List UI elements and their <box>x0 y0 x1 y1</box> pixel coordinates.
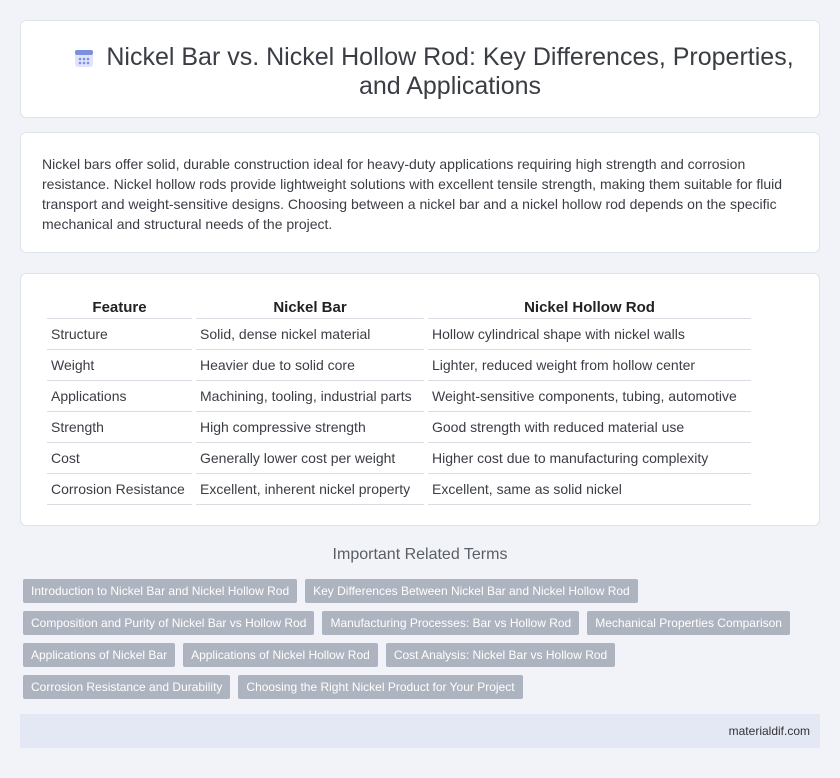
column-header: Nickel Hollow Rod <box>524 298 655 316</box>
related-term-tag[interactable]: Manufacturing Processes: Bar vs Hollow Rod <box>322 611 579 635</box>
related-term-tag[interactable]: Introduction to Nickel Bar and Nickel Hollow Rod <box>23 579 297 603</box>
related-terms-heading: Important Related Terms <box>332 546 508 563</box>
related-term-tag[interactable]: Corrosion Resistance and Durability <box>23 675 230 699</box>
table-cell: Excellent, same as solid nickel <box>428 473 751 505</box>
comparison-table-card <box>20 273 820 526</box>
related-term-tag[interactable]: Composition and Purity of Nickel Bar vs Hollow Rod <box>23 611 314 635</box>
related-term-tag[interactable]: Key Differences Between Nickel Bar and Nickel Hollow Rod <box>305 579 638 603</box>
table-cell: Good strength with reduced material use <box>428 411 751 442</box>
table-cell: Machining, tooling, industrial parts <box>196 380 424 411</box>
table-cell: Weight-sensitive components, tubing, automotive <box>428 380 751 411</box>
summary-card <box>20 132 820 253</box>
related-term-tag[interactable]: Mechanical Properties Comparison <box>587 611 790 635</box>
related-term-tag[interactable]: Applications of Nickel Bar <box>23 643 175 667</box>
table-cell: Corrosion Resistance <box>47 473 192 505</box>
table-row <box>47 349 751 380</box>
table-cell: High compressive strength <box>196 411 424 442</box>
table-cell: Applications <box>47 380 192 411</box>
table-cell: Generally lower cost per weight <box>196 442 424 473</box>
related-term-tag[interactable]: Choosing the Right Nickel Product for Your Project <box>238 675 522 699</box>
table-row <box>47 442 751 473</box>
table-cell: Excellent, inherent nickel property <box>196 473 424 505</box>
footer-site-link[interactable]: materialdif.com <box>728 724 810 738</box>
related-term-tag[interactable]: Applications of Nickel Hollow Rod <box>183 643 378 667</box>
page-title: Nickel Bar vs. Nickel Hollow Rod: Key Differences, Properties, and Applications <box>106 43 794 100</box>
column-header: Nickel Bar <box>273 298 347 316</box>
table-cell: Lighter, reduced weight from hollow center <box>428 349 751 380</box>
calendar-icon <box>73 47 95 69</box>
table-row <box>47 380 751 411</box>
title-card <box>20 20 820 118</box>
table-cell: Heavier due to solid core <box>196 349 424 380</box>
table-row <box>47 411 751 442</box>
related-term-tag[interactable]: Cost Analysis: Nickel Bar vs Hollow Rod <box>386 643 615 667</box>
table-cell: Solid, dense nickel material <box>196 318 424 349</box>
table-cell: Higher cost due to manufacturing complexity <box>428 442 751 473</box>
table-row <box>47 473 751 505</box>
related-terms-list <box>23 579 813 707</box>
table-cell: Cost <box>47 442 192 473</box>
summary-text: Nickel bars offer solid, durable construction ideal for heavy-duty applications requiring high strength and corrosion resistance. Nickel hollow rods provide lightweight solutions with excellent tensile strength, making them suitable for fluid transport and weight-sensitive designs. Choosing between a nickel bar and a nickel hollow rod depends on the specific mechanical and structural needs of the project. <box>42 156 783 232</box>
table-cell: Strength <box>47 411 192 442</box>
table-cell: Hollow cylindrical shape with nickel walls <box>428 318 751 349</box>
table-row <box>47 318 751 349</box>
table-cell: Weight <box>47 349 192 380</box>
comparison-table <box>43 296 755 505</box>
column-header: Feature <box>92 298 147 316</box>
table-header-row <box>47 296 751 318</box>
footer <box>20 714 820 748</box>
table-cell: Structure <box>47 318 192 349</box>
